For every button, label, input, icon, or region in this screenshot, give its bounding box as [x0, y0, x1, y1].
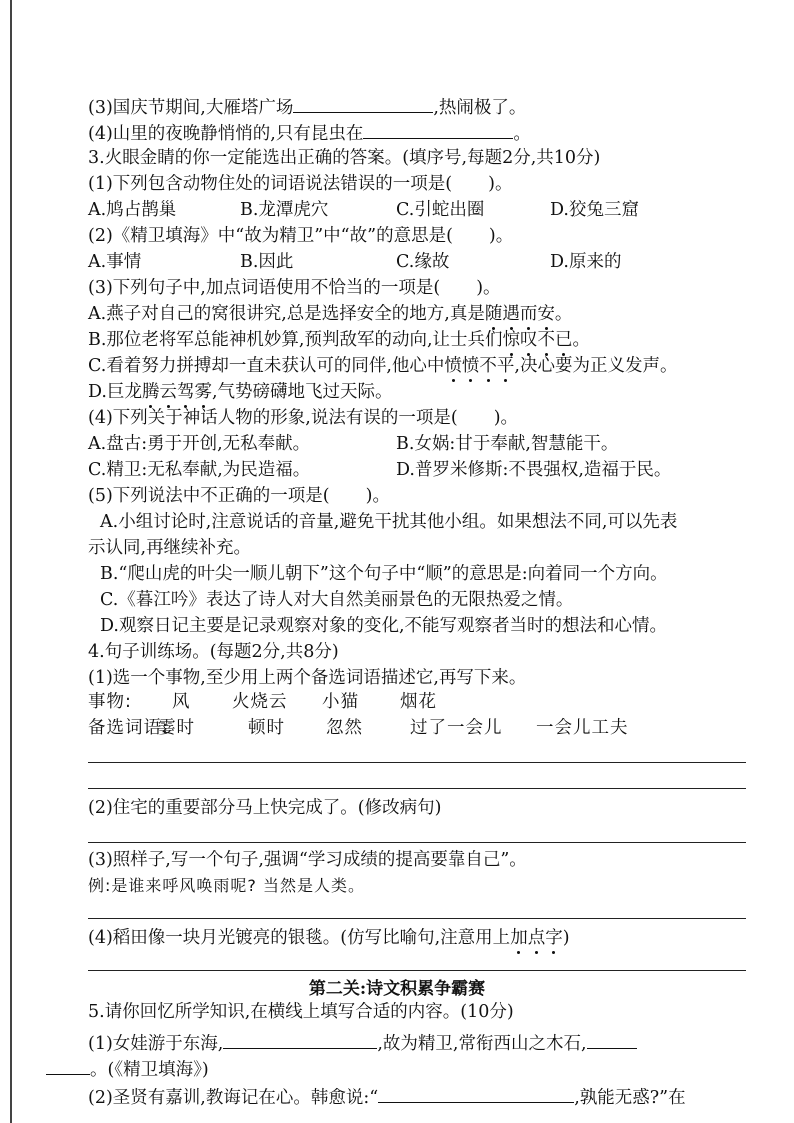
q4-s2-stem: (2)住宅的重要部分马上快完成了。(修改病句): [88, 798, 442, 818]
emphasis-char: 已: [555, 330, 573, 350]
option-tail: ,气势磅礴地飞过天际。: [211, 382, 393, 402]
answer-line[interactable]: [88, 970, 746, 971]
q3-title: 3.火眼金睛的你一定能选出正确的答案。(填序号,每题2分,共10分): [88, 148, 601, 168]
q3-s1-options: [88, 198, 748, 222]
option-b[interactable]: B.龙潭虎穴: [240, 200, 329, 220]
emphasis-char: 不: [479, 356, 497, 376]
stem-tail: )。: [488, 174, 513, 194]
emphasis-char: 遇: [502, 304, 520, 324]
emphasis-char: 安: [537, 304, 555, 324]
dotted-word: [510, 928, 563, 948]
stem-mid: ,孰能无惑?”: [574, 1088, 669, 1108]
q3-s5-option-b[interactable]: B.“爬山虎的叶尖一顺儿朝下”这个句子中“顺”的意思是:向着同一个方向。: [100, 564, 668, 584]
q3-s3-option-b[interactable]: [88, 328, 590, 352]
emphasis-char: 云: [159, 382, 177, 402]
words-label: 备选词语:: [88, 718, 169, 738]
emphasis-char: 点: [527, 928, 546, 948]
thing-word: 烟花: [400, 692, 437, 712]
section-title-text: 第二关:诗文积累争霸赛: [308, 979, 486, 999]
option-d[interactable]: D.普罗米修斯:不畏强权,造福于民。: [396, 460, 672, 480]
emphasis-char: 腾: [141, 382, 160, 402]
option-d[interactable]: D.狡兔三窟: [550, 200, 639, 220]
answer-blank[interactable]: [293, 94, 433, 113]
stem-text: (3)下列句子中,加点词语使用不恰当的一项是(: [88, 278, 441, 298]
q2-item4-tail: 。: [513, 124, 531, 144]
q3-s2-stem: [88, 224, 513, 248]
option-text: D.巨龙: [88, 382, 142, 402]
page-edge: [10, 0, 12, 1123]
emphasis-char: 愤: [444, 356, 462, 376]
emphasis-char: 雾: [194, 382, 212, 402]
option-a[interactable]: A.鸠占鹊巢: [88, 200, 177, 220]
emphasis-char: 愤: [461, 356, 480, 376]
q4-s4-stem: [88, 926, 570, 950]
answer-line[interactable]: [88, 918, 746, 919]
q2-item3-text: (3)国庆节期间,大雁塔广场: [88, 98, 294, 118]
q3-s3-option-d[interactable]: [88, 380, 393, 404]
emphasis-char: 不: [537, 330, 556, 350]
answer-blank[interactable]: [378, 1084, 574, 1103]
q2-item4: [88, 120, 531, 146]
option-tail: 。: [572, 330, 591, 350]
stem-tail: )。: [488, 226, 514, 246]
answer-blank[interactable]: [363, 120, 513, 139]
q5-s1-line2: [46, 1056, 209, 1082]
option-b[interactable]: B.因此: [240, 252, 294, 272]
q3-s1-stem: [88, 172, 512, 196]
q2-item4-text: (4)山里的夜晚静悄悄的,只有昆虫在: [88, 124, 364, 144]
q3-s5-option-d[interactable]: D.观察日记主要是记录观察对象的变化,不能写观察者当时的想法和心情。: [100, 616, 668, 636]
stem-text: (2)圣贤有嘉训,教诲记在心。韩愈说:“: [88, 1088, 379, 1108]
things-label: 事物:: [88, 692, 132, 712]
q4-s1-stem: (1)选一个事物,至少用上两个备选词语描述它,再写下来。: [88, 668, 527, 688]
stem-text: (5)下列说法中不正确的一项是(: [88, 486, 330, 506]
emphasis-char: 驾: [176, 382, 195, 402]
stem-text: (1)下列包含动物住处的词语说法错误的一项是(: [88, 174, 453, 194]
stem-tail: 。(《精卫填海》): [90, 1060, 209, 1080]
q4-s3-stem: (3)照样子,写一个句子,强调“学习成绩的提高要靠自己”。: [88, 850, 527, 870]
q2-item3-tail: ,热闹极了。: [433, 98, 527, 118]
stem-tail: )。: [493, 408, 519, 428]
thing-word: 小猫: [322, 692, 359, 712]
thing-word: 风: [172, 692, 191, 712]
q3-s5-stem: [88, 484, 390, 508]
stem-text: (4)下列关于神话人物的形象,说法有误的一项是(: [88, 408, 458, 428]
stem-mid: ,故为精卫,常衔西山之木石,: [377, 1034, 587, 1054]
candidate-word: 顿时: [248, 718, 285, 738]
stem-tail: )。: [476, 278, 501, 298]
candidate-word: 霎时: [158, 718, 195, 738]
emphasis-char: 惊: [502, 330, 521, 350]
option-tail: 。: [554, 304, 573, 324]
q3-s4-options-ab: [88, 432, 748, 456]
answer-line[interactable]: [88, 762, 746, 763]
option-text: A.燕子对自己的窝很讲究,总是选择安全的地方,真是: [88, 304, 485, 324]
q3-s5-option-a[interactable]: A.小组讨论时,注意说话的音量,避免干扰其他小组。如果想法不同,可以先表: [100, 512, 678, 532]
q3-s2-options: [88, 250, 748, 274]
dotted-word: [142, 382, 212, 402]
q5-s1-line1: [88, 1030, 637, 1056]
dotted-word: [485, 304, 555, 324]
candidate-word: 过了一会儿: [410, 718, 503, 738]
emphasis-char: 加: [510, 928, 528, 948]
emphasis-char: 字: [545, 928, 563, 948]
option-a[interactable]: A.盘古:勇于开创,无私奉献。: [88, 434, 311, 454]
candidate-word: 一会儿工夫: [536, 718, 629, 738]
q3-s3-stem: [88, 276, 501, 300]
emphasis-char: 叹: [520, 330, 538, 350]
q3-s3-option-c[interactable]: [88, 354, 677, 378]
q4-title: 4.句子训练场。(每题2分,共8分): [88, 642, 339, 662]
q5-title: 5.请你回忆所学知识,在横线上填写合适的内容。(10分): [88, 1002, 514, 1022]
q3-s4-stem: [88, 406, 518, 430]
option-b[interactable]: B.女娲:甘于奉献,智慧能干。: [396, 434, 619, 454]
answer-line[interactable]: [88, 842, 746, 843]
answer-blank[interactable]: [587, 1030, 637, 1049]
dotted-word: [503, 330, 573, 350]
option-text: C.看着努力拼搏却一直未获认可的同伴,他心中: [88, 356, 445, 376]
stem-text: (2)《精卫填海》中“故为精卫”中“故”的意思是(: [88, 226, 453, 246]
stem-tail: )。: [365, 486, 390, 506]
answer-blank[interactable]: [46, 1056, 90, 1075]
q4-s3-example: 例:是谁来呼风唤雨呢? 当然是人类。: [88, 876, 365, 895]
stem-text: (1)女娃游于东海,: [88, 1034, 224, 1054]
q3-s5-option-c[interactable]: C.《暮江吟》表达了诗人对大自然美丽景色的无限热爱之情。: [100, 590, 574, 610]
stem-text: (4)稻田像一块月光镀亮的银毯。(仿写比喻句,注意用上: [88, 928, 511, 948]
q3-s5-option-a-cont: 示认同,再继续补充。: [88, 538, 252, 558]
option-text: B.那位老将军总能神机妙算,预判敌军的动向,让士兵们: [88, 330, 503, 350]
emphasis-char: 而: [519, 304, 538, 324]
option-d[interactable]: D.原来的: [550, 252, 622, 272]
q2-item3: [88, 94, 526, 120]
option-a[interactable]: A.事情: [88, 252, 142, 272]
thing-word: 火烧云: [232, 692, 288, 712]
section-title: [0, 974, 794, 999]
q4-words-row: [88, 716, 728, 740]
q3-s4-options-cd: [88, 458, 748, 482]
answer-line[interactable]: [88, 788, 746, 789]
stem-tail-cut: 在: [668, 1088, 686, 1108]
emphasis-char: 随: [484, 304, 503, 324]
candidate-word: 忽然: [326, 718, 363, 738]
q5-s2-line: [88, 1084, 686, 1110]
emphasis-char: 平: [496, 356, 515, 376]
answer-blank[interactable]: [223, 1030, 377, 1049]
q4-things-row: [88, 690, 708, 714]
option-c[interactable]: C.缘故: [396, 252, 450, 272]
dotted-word: [444, 356, 514, 376]
option-c[interactable]: C.精卫:无私奉献,为民造福。: [88, 460, 311, 480]
option-tail: ,决心要为正义发声。: [514, 356, 678, 376]
stem-tail: ): [562, 928, 570, 948]
option-c[interactable]: C.引蛇出圈: [396, 200, 485, 220]
q3-s3-option-a[interactable]: [88, 302, 572, 326]
